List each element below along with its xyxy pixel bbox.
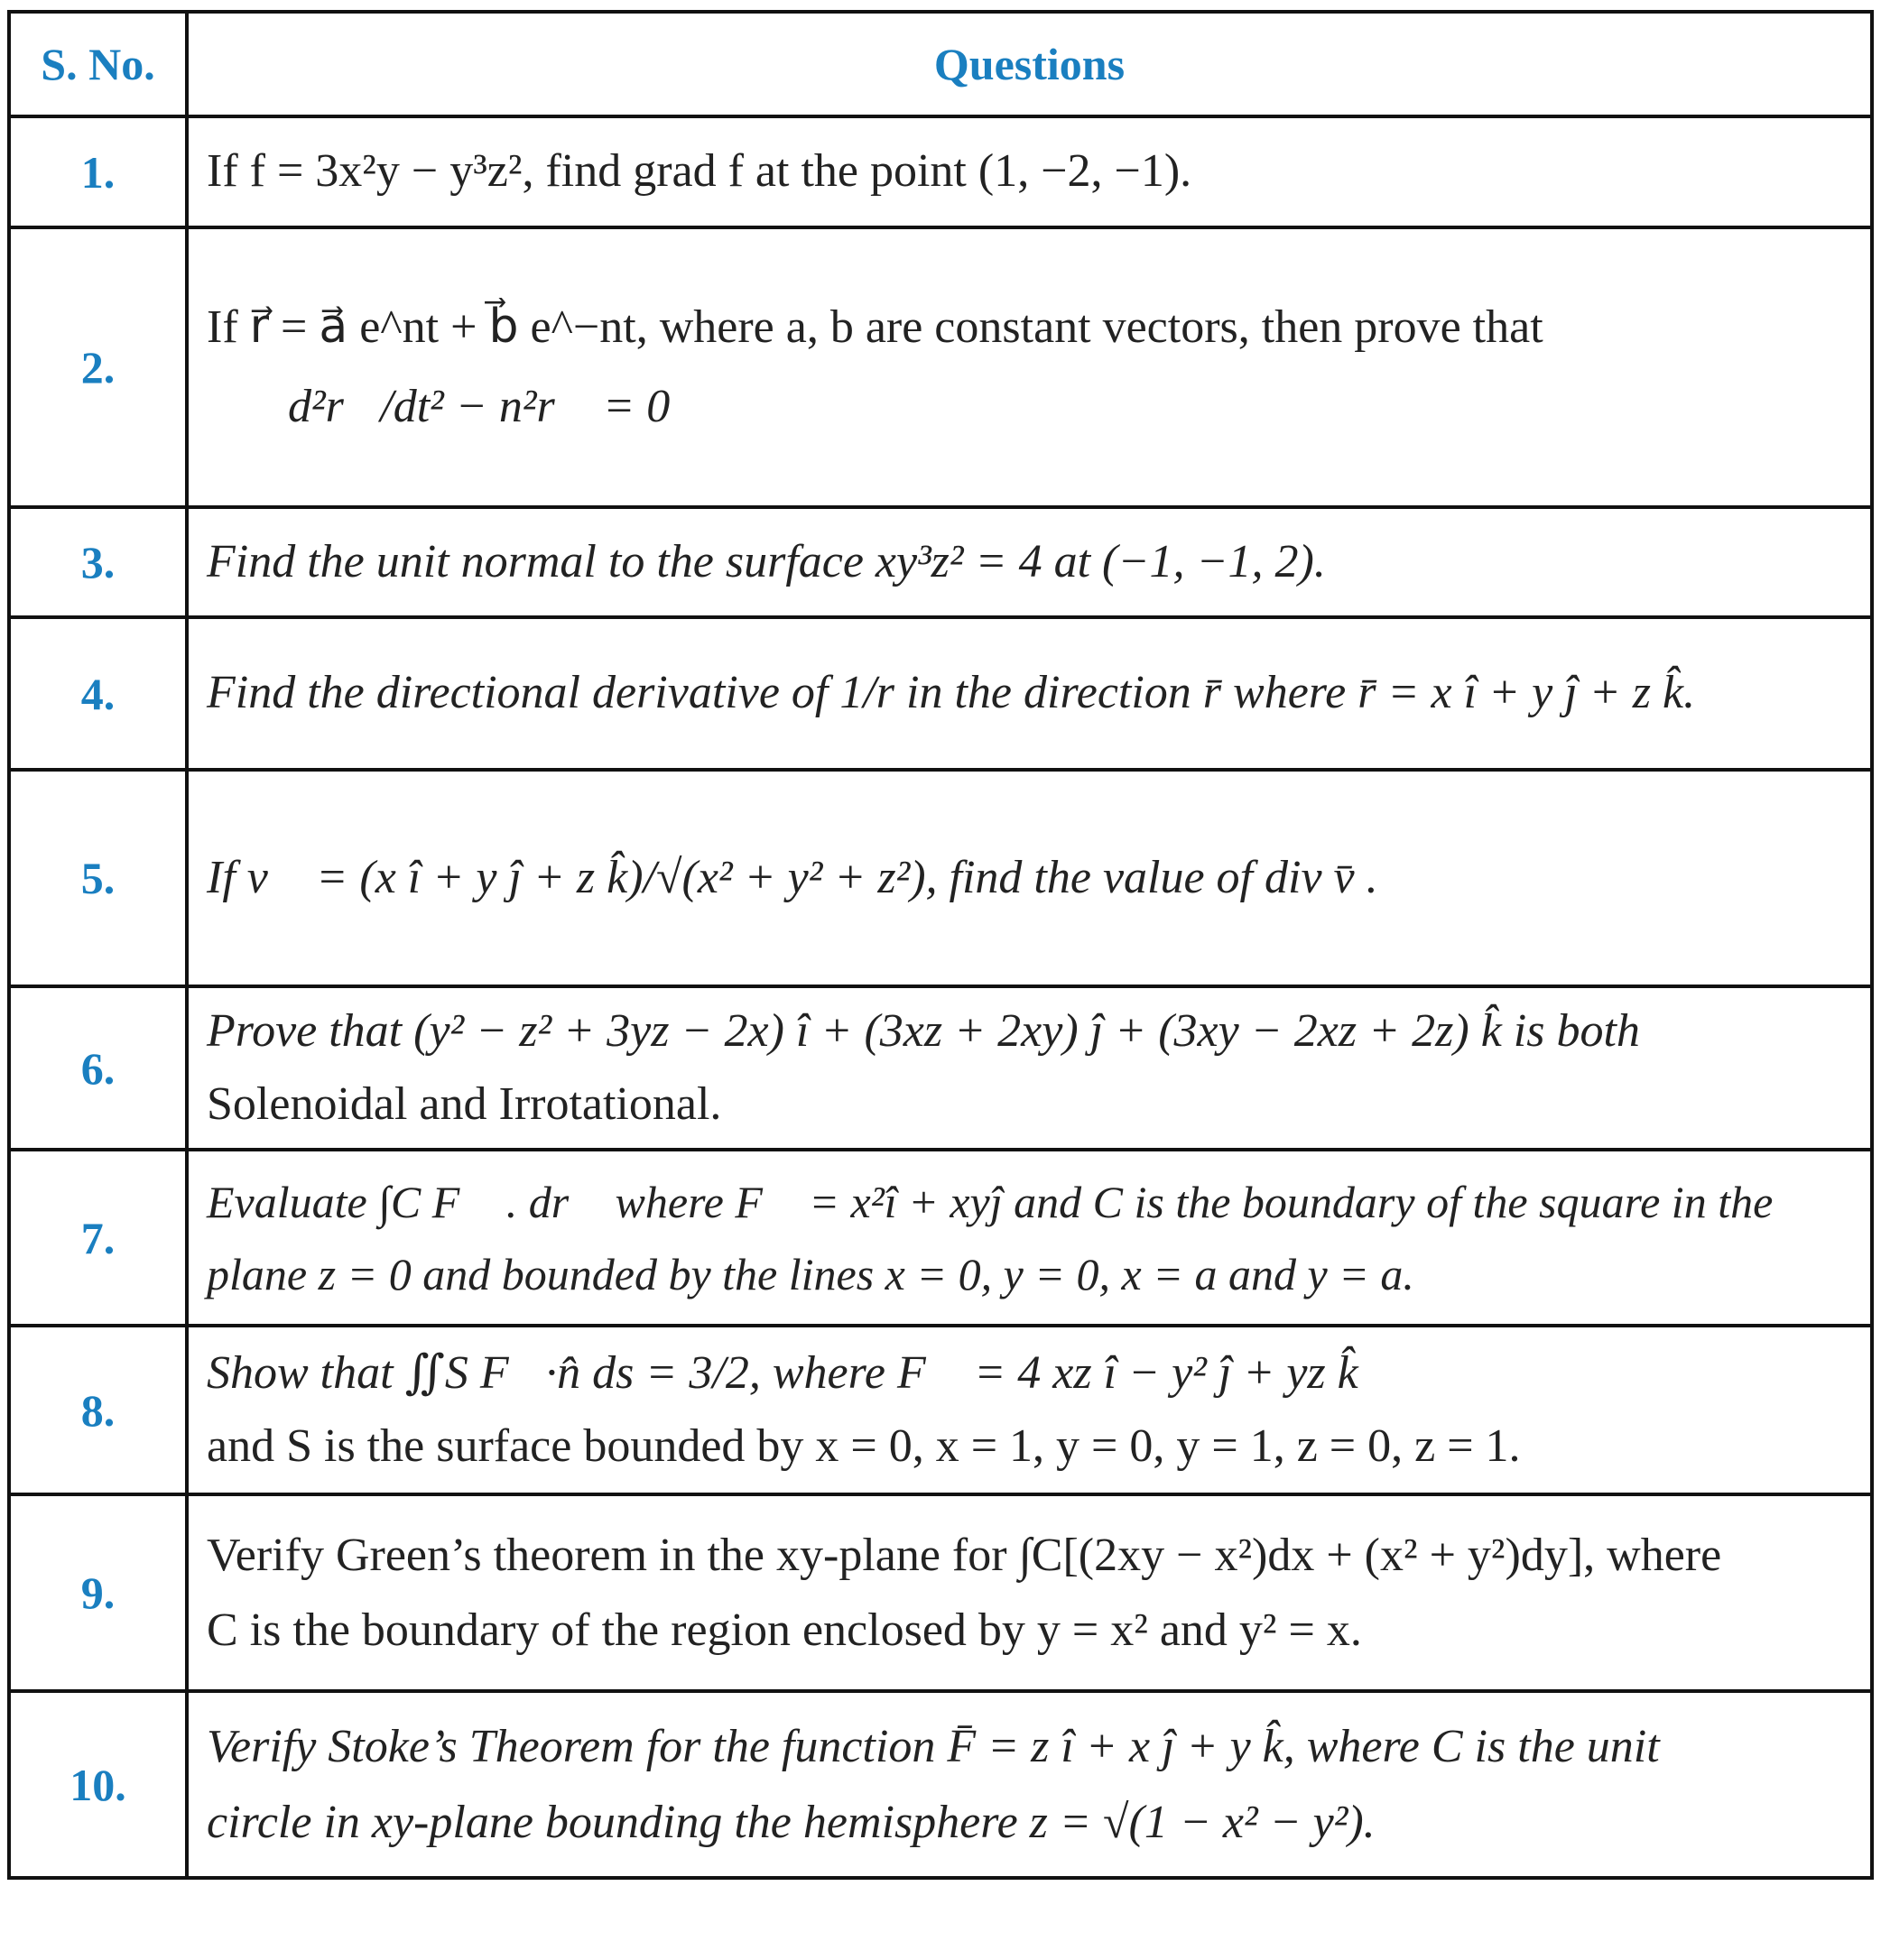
question-text: Evaluate ∫C F⃗ . dr⃗ where F⃗ = x²î + xyĵ and C is the boundary of the square in the <box>207 1176 1774 1227</box>
question-text: If v⃗ = (x î + y ĵ + z k̂)/√(x² + y² + z²), find the value of div v̄ . <box>187 770 1872 986</box>
row-number: 2. <box>9 227 187 507</box>
question-text-line2: circle in xy-plane bounding the hemisphere z = √(1 − x² − y²). <box>207 1796 1376 1848</box>
table-row <box>9 227 1872 507</box>
table-row <box>9 1326 1872 1494</box>
table-row <box>9 1150 1872 1326</box>
row-number: 8. <box>9 1326 187 1494</box>
row-number: 5. <box>9 770 187 986</box>
question-text: Verify Stoke’s Theorem for the function F̄ = z î + x ĵ + y k̂, where C is the unit <box>207 1721 1660 1773</box>
question-text: Find the directional derivative of 1/r in the direction r̄ where r̄ = x î + y ĵ + z k̂. <box>187 617 1872 770</box>
row-number: 9. <box>9 1494 187 1691</box>
sno-header: S. No. <box>9 12 187 116</box>
question-text: Find the unit normal to the surface xy³z² = 4 at (−1, −1, 2). <box>187 507 1872 617</box>
row-number: 6. <box>9 986 187 1150</box>
table-row <box>9 617 1872 770</box>
questions-header: Questions <box>187 12 1872 116</box>
table-row <box>9 986 1872 1150</box>
question-text: Show that ∬S F⃗·n̂ ds = 3/2, where F⃗ = 4 xz î − y² ĵ + yz k̂ <box>207 1346 1358 1399</box>
question-text-line2: Solenoidal and Irrotational. <box>207 1077 722 1130</box>
row-number: 1. <box>9 116 187 227</box>
row-number: 3. <box>9 507 187 617</box>
questions-table <box>7 10 1874 1880</box>
table-row <box>9 1691 1872 1878</box>
question-text: Prove that (y² − z² + 3yz − 2x) î + (3xz + 2xy) ĵ + (3xy − 2xz + 2z) k̂ is both <box>207 1004 1640 1057</box>
question-text-line2: C is the boundary of the region enclosed by y = x² and y² = x. <box>207 1604 1362 1656</box>
table-row <box>9 507 1872 617</box>
table-row <box>9 116 1872 227</box>
row-number: 4. <box>9 617 187 770</box>
row-number: 10. <box>9 1691 187 1878</box>
question-text: If f = 3x²y − y³z², find grad f at the point (1, −2, −1). <box>187 116 1872 227</box>
question-text-line2: and S is the surface bounded by x = 0, x = 1, y = 0, y = 1, z = 0, z = 1. <box>207 1419 1521 1472</box>
question-text: Verify Green’s theorem in the xy-plane for ∫C[(2xy − x²)dx + (x² + y²)dy], where <box>207 1529 1722 1581</box>
question-text: If r⃗ = a⃗ e^nt + b⃗ e^−nt, where a, b are constant vectors, then prove that <box>207 300 1543 353</box>
header-row <box>9 12 1872 116</box>
table-row <box>9 1494 1872 1691</box>
question-text-line2: plane z = 0 and bounded by the lines x = 0, y = 0, x = a and y = a. <box>207 1248 1414 1299</box>
question-equation: d²r⃗/dt² − n²r⃗ = 0 <box>288 381 671 432</box>
table-row <box>9 770 1872 986</box>
row-number: 7. <box>9 1150 187 1326</box>
